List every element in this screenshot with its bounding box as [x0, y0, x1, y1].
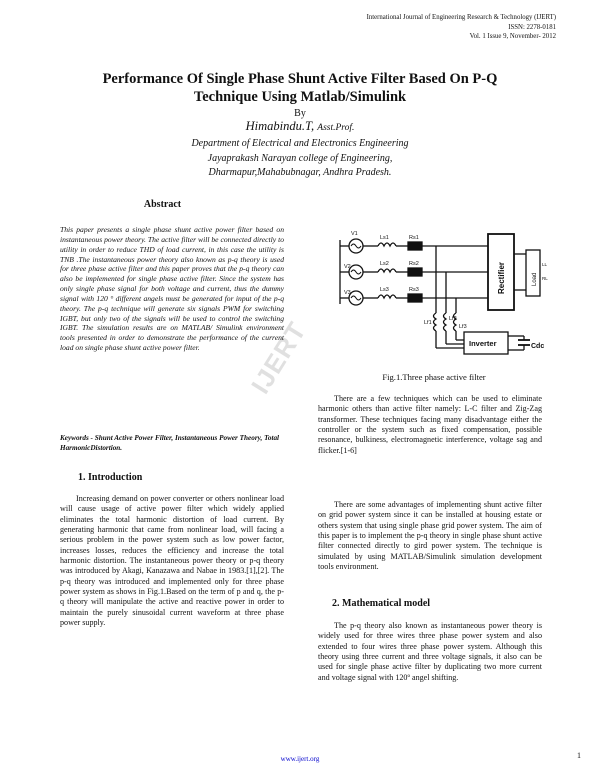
abstract-text: This paper presents a single phase shunt active power filter based on instantaneous power theory. The active filter will be connected directly to utility in order to reduce THD of load current, in this case the utility is TNB .The instantaneous power theory also known as p-q theory is used for three phase active filter and this paper proves that the p-q theory can also be implemented for single phase active filter. Since the system has only single phase signal for both voltage and current, thus the dummy signal with 120 ° different angels must be generated for input of the p-q theory. The p-q technique will generate six signals PWM for switching IGBT, but only two of the signals will be used to control the switching IGBT. The simulation results are on MATLAB/ Simulink environment tools presented in order to demonstrate the performance of the current load on single phase shunt active power filter. [60, 225, 284, 353]
three-phase-active-filter-figure [318, 218, 550, 366]
paper-title [60, 70, 540, 106]
intro-paragraph: Increasing demand on power converter or others nonlinear load will cause usage of active power filter which widely applied eliminates the total harmonic distortion of load current. By generating harmonic that came from nonlinear load, will facing a serious problem in the power system such as low power factor, increases losses, reduces the efficiency and increase the total harmonic distortion. The instantaneous power theory or p-q theory was introduced by Akagi, Kanazawa and Nabae in 1983.[1],[2]. The p-q theory was introduced and implemented only for three phase power system as shows in Fig.1.Based on the term of p and q, the p-q theory will manipulate the active and reactive power in order to maintain the purely sinusoidal current waveform at three phase power supply. [60, 494, 284, 628]
math-paragraph: The p-q theory also known as instantaneous power theory is widely used for three wires three phase power system and also extended to four wires three phase power system. Although this theory using three current and three voltage signals, it also can be used for single phase active filter by duplicating two more current and voltage signal with 120º angel shifting. [318, 621, 542, 682]
journal-issn: ISSN: 2278-0181 [508, 23, 556, 31]
load-l-label: LL [542, 262, 548, 267]
rectifier-label: Rectifier [497, 261, 506, 294]
right-paragraph-1 [318, 394, 542, 456]
rs3-label: Rs3 [409, 287, 419, 293]
source-1-icon [349, 239, 363, 253]
intro-heading: 1. Introduction [78, 472, 143, 483]
author-role: Asst.Prof. [317, 123, 355, 133]
page-number: 1 [577, 751, 581, 760]
title-line-1: Performance Of Single Phase Shunt Active Filter Based On P-Q [102, 71, 498, 87]
techniques-paragraph: There are a few techniques which can be used to eliminate harmonic others than active filter namely: L-C filter and Zig-Zag transformer. These techniques facing many disadvantage either the controller or the system such as fixed compensation, possible resonance, bulkiness, electromagnetic interference, voltage sag and flicker.[1-6] [318, 394, 542, 455]
ls2-label: Ls2 [380, 261, 389, 267]
cdc-label: Cdc [531, 343, 545, 350]
rs2-label: Rs2 [409, 261, 419, 267]
load-label: Load [532, 272, 538, 286]
math-section [318, 621, 542, 683]
journal-volume: Vol. 1 Issue 9, November- 2012 [469, 33, 556, 40]
source-2-label: V2 [344, 264, 351, 270]
load-r-label: RL [542, 276, 548, 281]
by-label: By [294, 108, 306, 119]
source-2-icon [349, 265, 363, 279]
affiliation-place: Dharmapur,Mahabubnagar, Andhra Pradesh. [208, 167, 392, 178]
inverter-label: Inverter [469, 339, 497, 348]
keywords: Keywords - Shunt Active Power Filter, Instantaneous Power Theory, Total HarmonicDistortion. [60, 434, 280, 452]
affiliation-dept: Department of Electrical and Electronics Engineering [191, 138, 409, 149]
right-paragraph-2 [318, 500, 542, 572]
source-3-label: V3 [344, 290, 351, 296]
lf2-label: Lf2 [449, 316, 457, 322]
author-name: Himabindu.T, [245, 119, 315, 133]
ls3-label: Ls3 [380, 287, 389, 293]
affiliation [0, 137, 600, 181]
source-1-label: V1 [351, 231, 358, 237]
watermark: IJERT [245, 316, 313, 399]
journal-name: International Journal of Engineering Research & Technology (IJERT) [366, 14, 556, 21]
footer-link[interactable]: www.ijert.org [280, 755, 320, 763]
title-line-2: Technique Using Matlab/Simulink [193, 89, 407, 105]
author-line [0, 119, 600, 134]
abstract-heading: Abstract [143, 199, 182, 210]
figure-caption: Fig.1.Three phase active filter [382, 372, 486, 382]
advantages-paragraph: There are some advantages of implementing shunt active filter on grid power system since it can be installed at housing estate or others system that using single phase grid power system. The aim of this paper is to implement the p-q theory in single phase shunt active filter connected directly to gird power system. The technique is simulated by using MATLAB/Simulink simulation development tools environment. [318, 500, 542, 572]
affiliation-college: Jayaprakash Narayan college of Engineering, [207, 152, 393, 164]
math-heading: 2. Mathematical model [332, 598, 431, 609]
rs1-label: Rs1 [409, 235, 419, 241]
lf3-label: Lf3 [459, 324, 467, 330]
journal-header [256, 13, 556, 42]
intro-section [60, 494, 284, 628]
ls1-label: Ls1 [380, 235, 389, 241]
source-3-icon [349, 291, 363, 305]
lf1-label: Lf1 [424, 320, 432, 326]
